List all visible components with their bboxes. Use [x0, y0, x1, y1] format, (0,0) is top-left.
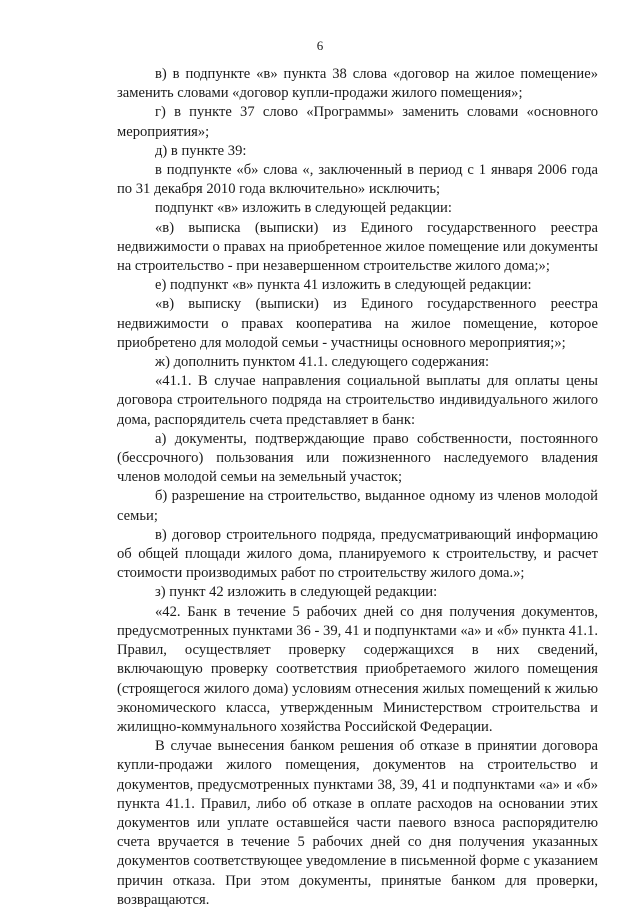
paragraph-d-point-39: д) в пункте 39:	[155, 142, 247, 159]
page-number: 6	[316, 38, 324, 53]
paragraph-g-point-37: г) в пункте 37 слово «Программы» заменить словами «основного мероприятия»;	[117, 104, 598, 140]
paragraph-subpoint-b: в подпункте «б» слова «, заключенный в период с 1 января 2006 года по 31 декабря 2010 года включительно» исключить;	[117, 162, 598, 198]
document-body	[117, 65, 598, 910]
paragraph-41-1-b: б) разрешение на строительство, выданное одному из членов молодой семьи;	[117, 488, 598, 524]
paragraph-subpoint-v-header: подпункт «в» изложить в следующей редакции:	[155, 200, 452, 217]
paragraph-41-1-v: в) договор строительного подряда, предусматривающий информацию об общей площади жилого дома, планируемого к строительству, и расчет стоимости производимых работ по строительству жилого дома.»;	[117, 526, 598, 582]
paragraph-41-1-a: а) документы, подтверждающие право собственности, постоянного (бессрочного) пользования или пожизненного наследуемого владения членов молодой семьи на земельный участок;	[117, 430, 598, 486]
paragraph-point-41-v-text: «в) выписку (выписки) из Единого государственного реестра недвижимости о правах кооператива на жилое помещение, которое приобретено для молодой семьи - участницы основного мероприятия;»;	[117, 296, 598, 351]
paragraph-42-refusal: В случае вынесения банком решения об отказе в принятии договора купли-продажи жилого помещения, документов на строительство и документов, предусмотренных пунктами 38, 39, 41 и подпунктами «а» и «б» пункта 41.1. Правил, либо об отказе в оплате расходов на основании этих документов или уплате оставшейся части паевого взноса распорядителю счета вручается в течение 5 рабочих дней со дня получения указанных документов соответствующее уведомление в письменной форме с указанием причин отказа. При этом документы, принятые банком для проверки, возвращаются.	[117, 738, 598, 908]
paragraph-zh-point-41-1: ж) дополнить пунктом 41.1. следующего содержания:	[155, 354, 490, 371]
paragraph-subpoint-v-text: «в) выписка (выписки) из Единого государственного реестра недвижимости о правах на приобретенное жилое помещение или документы на строительство - при незавершенном строительстве жилого дома;»;	[117, 219, 598, 275]
paragraph-v-point-38: в) в подпункте «в» пункта 38 слова «договор на жилое помещение» заменить словами «договор купли-продажи жилого помещения»;	[117, 66, 598, 102]
paragraph-41-1-text: «41.1. В случае направления социальной выплаты для оплаты цены договора строительного подряда на строительство индивидуального жилого дома, распорядитель счета представляет в банк:	[117, 373, 598, 428]
paragraph-e-point-41: е) подпункт «в» пункта 41 изложить в следующей редакции:	[155, 277, 532, 294]
paragraph-42-text: «42. Банк в течение 5 рабочих дней со дня получения документов, предусмотренных пунктами 36 - 39, 41 и подпунктами «а» и «б» пункта 41.1. Правил, осуществляет проверку содержащихся в них сведений, включающую проверку соответствия приобретаемого жилого помещения (строящегося жилого дома) условиям отнесения жилых помещений к жилью экономического класса, утвержденным Министерством строительства и жилищно-коммунального хозяйства Российской Федерации.	[117, 603, 598, 735]
paragraph-z-point-42: з) пункт 42 изложить в следующей редакции:	[155, 584, 438, 601]
